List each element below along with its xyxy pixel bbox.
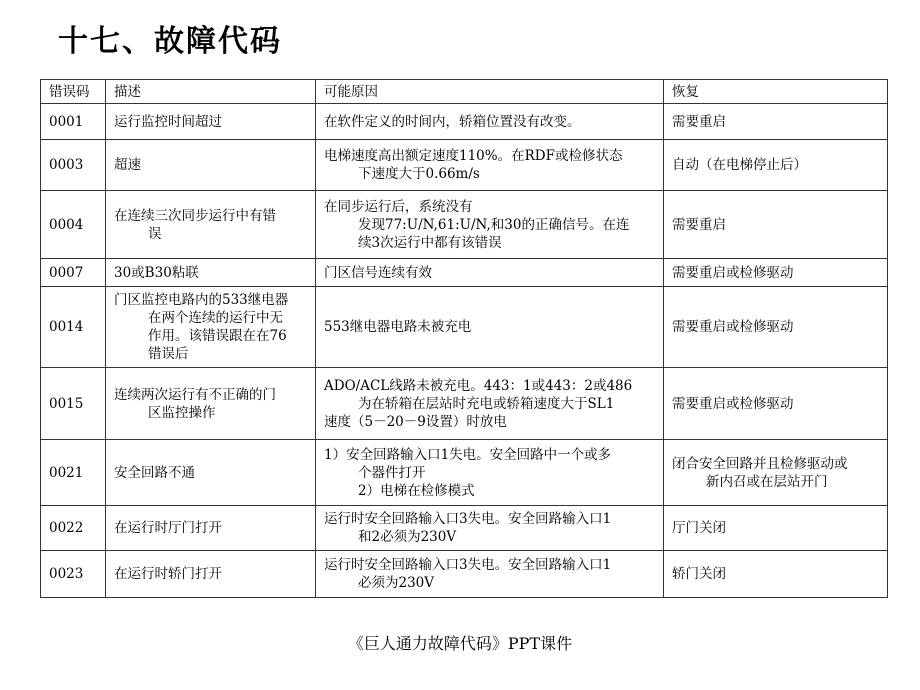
- cell-cause: [316, 440, 664, 506]
- table-row: [41, 287, 888, 368]
- cell-line: 需要重启或检修驱动: [672, 395, 794, 412]
- cell-code: 0015: [41, 368, 106, 440]
- table-row: [41, 368, 888, 440]
- cell-line: 安全回路不通: [114, 464, 195, 481]
- header-recovery: 恢复: [664, 80, 888, 104]
- cell-line: 下速度大于0.66m/s: [358, 166, 480, 182]
- cell-description: [106, 506, 316, 551]
- cell-recovery: [664, 259, 888, 287]
- cell-line: ADO/ACL线路未被充电。443：1或443：2或486: [324, 377, 633, 394]
- cell-line: 自动（在电梯停止后）: [672, 157, 807, 173]
- cell-cause: [316, 259, 664, 287]
- cell-line: 和2必须为230V: [358, 529, 457, 545]
- cell-line: 错误后: [148, 346, 189, 362]
- cell-line: 在运行时厅门打开: [114, 520, 222, 536]
- header-description: 描述: [106, 80, 316, 104]
- cell-line: 运行时安全回路输入口3失电。安全回路输入口1: [324, 511, 612, 527]
- cell-line: 门区信号连续有效: [324, 264, 432, 281]
- cell-line: 需要重启: [672, 216, 726, 233]
- cell-line: 在软件定义的时间内，轿箱位置没有改变。: [324, 113, 581, 130]
- cell-cause: [316, 551, 664, 598]
- cell-code: 0023: [41, 551, 106, 598]
- cell-line: 运行监控时间超过: [114, 113, 222, 130]
- header-code: 错误码: [41, 80, 106, 104]
- cell-line: 在两个连续的运行中无: [148, 310, 283, 326]
- cell-description: [106, 440, 316, 506]
- cell-code: 0001: [41, 104, 106, 140]
- cell-description: [106, 140, 316, 191]
- cell-line: 新内召或在层站开门: [706, 473, 828, 490]
- cell-line: 必须为230V: [358, 575, 435, 591]
- table-row: [41, 440, 888, 506]
- table-header-row: [41, 80, 888, 104]
- cell-line: 1）安全回路输入口1失电。安全回路中一个或多: [324, 446, 612, 463]
- table-row: [41, 140, 888, 191]
- cell-line: 需要重启或检修驱动: [672, 264, 794, 281]
- cell-line: 超速: [114, 157, 141, 173]
- cell-line: 需要重启: [672, 113, 726, 130]
- cell-code: 0007: [41, 259, 106, 287]
- page-title: 十七、故障代码: [58, 24, 282, 59]
- cell-recovery: [664, 191, 888, 259]
- cell-line: 2）电梯在检修模式: [358, 482, 475, 499]
- cell-line: 续3次运行中都有该错误: [358, 234, 502, 251]
- cell-line: 个器件打开: [358, 464, 426, 481]
- cell-line: 需要重启或检修驱动: [672, 319, 794, 335]
- cell-line: 误: [148, 225, 162, 242]
- cell-line: 运行时安全回路输入口3失电。安全回路输入口1: [324, 557, 612, 573]
- cell-cause: [316, 368, 664, 440]
- cell-line: 区监控操作: [148, 404, 216, 421]
- cell-recovery: [664, 140, 888, 191]
- cell-recovery: [664, 506, 888, 551]
- page-footer: 《巨人通力故障代码》PPT课件: [347, 634, 573, 653]
- table-row: [41, 259, 888, 287]
- cell-description: [106, 104, 316, 140]
- cell-line: 厅门关闭: [672, 520, 726, 536]
- cell-description: [106, 287, 316, 368]
- cell-cause: [316, 140, 664, 191]
- cell-cause: [316, 104, 664, 140]
- cell-cause: [316, 191, 664, 259]
- cell-line: 电梯速度高出额定速度110%。在RDF或检修状态: [324, 148, 623, 164]
- cell-recovery: [664, 551, 888, 598]
- cell-code: 0003: [41, 140, 106, 191]
- cell-recovery: [664, 287, 888, 368]
- cell-line: 在运行时轿门打开: [114, 566, 222, 582]
- cell-recovery: [664, 440, 888, 506]
- cell-line: 作用。该错误跟在在76: [148, 328, 287, 344]
- cell-line: 连续两次运行有不正确的门: [114, 386, 276, 403]
- cell-description: [106, 551, 316, 598]
- cell-line: 为在轿箱在层站时充电或轿箱速度大于SL1: [358, 395, 615, 412]
- table-row: [41, 191, 888, 259]
- cell-cause: [316, 287, 664, 368]
- cell-line: 轿门关闭: [672, 566, 726, 582]
- cell-line: 发现77:U/N,61:U/N,和30的正确信号。在连: [358, 216, 630, 233]
- cell-line: 在连续三次同步运行中有错: [114, 207, 276, 224]
- cell-line: 速度（5－20－9设置）时放电: [324, 413, 507, 430]
- cell-line: 在同步运行后，系统没有: [324, 198, 473, 215]
- cell-code: 0022: [41, 506, 106, 551]
- cell-line: 门区监控电路内的533继电器: [114, 292, 289, 308]
- table-row: [41, 551, 888, 598]
- fault-code-table: [40, 79, 888, 598]
- cell-description: [106, 368, 316, 440]
- cell-description: [106, 191, 316, 259]
- cell-recovery: [664, 104, 888, 140]
- header-cause: 可能原因: [316, 80, 664, 104]
- cell-description: [106, 259, 316, 287]
- table-row: [41, 506, 888, 551]
- cell-line: 30或B30粘联: [114, 264, 199, 281]
- cell-line: 553继电器电路未被充电: [324, 319, 472, 335]
- cell-cause: [316, 506, 664, 551]
- cell-recovery: [664, 368, 888, 440]
- cell-line: 闭合安全回路并且检修驱动或: [672, 455, 848, 472]
- table-row: [41, 104, 888, 140]
- cell-code: 0021: [41, 440, 106, 506]
- cell-code: 0014: [41, 287, 106, 368]
- cell-code: 0004: [41, 191, 106, 259]
